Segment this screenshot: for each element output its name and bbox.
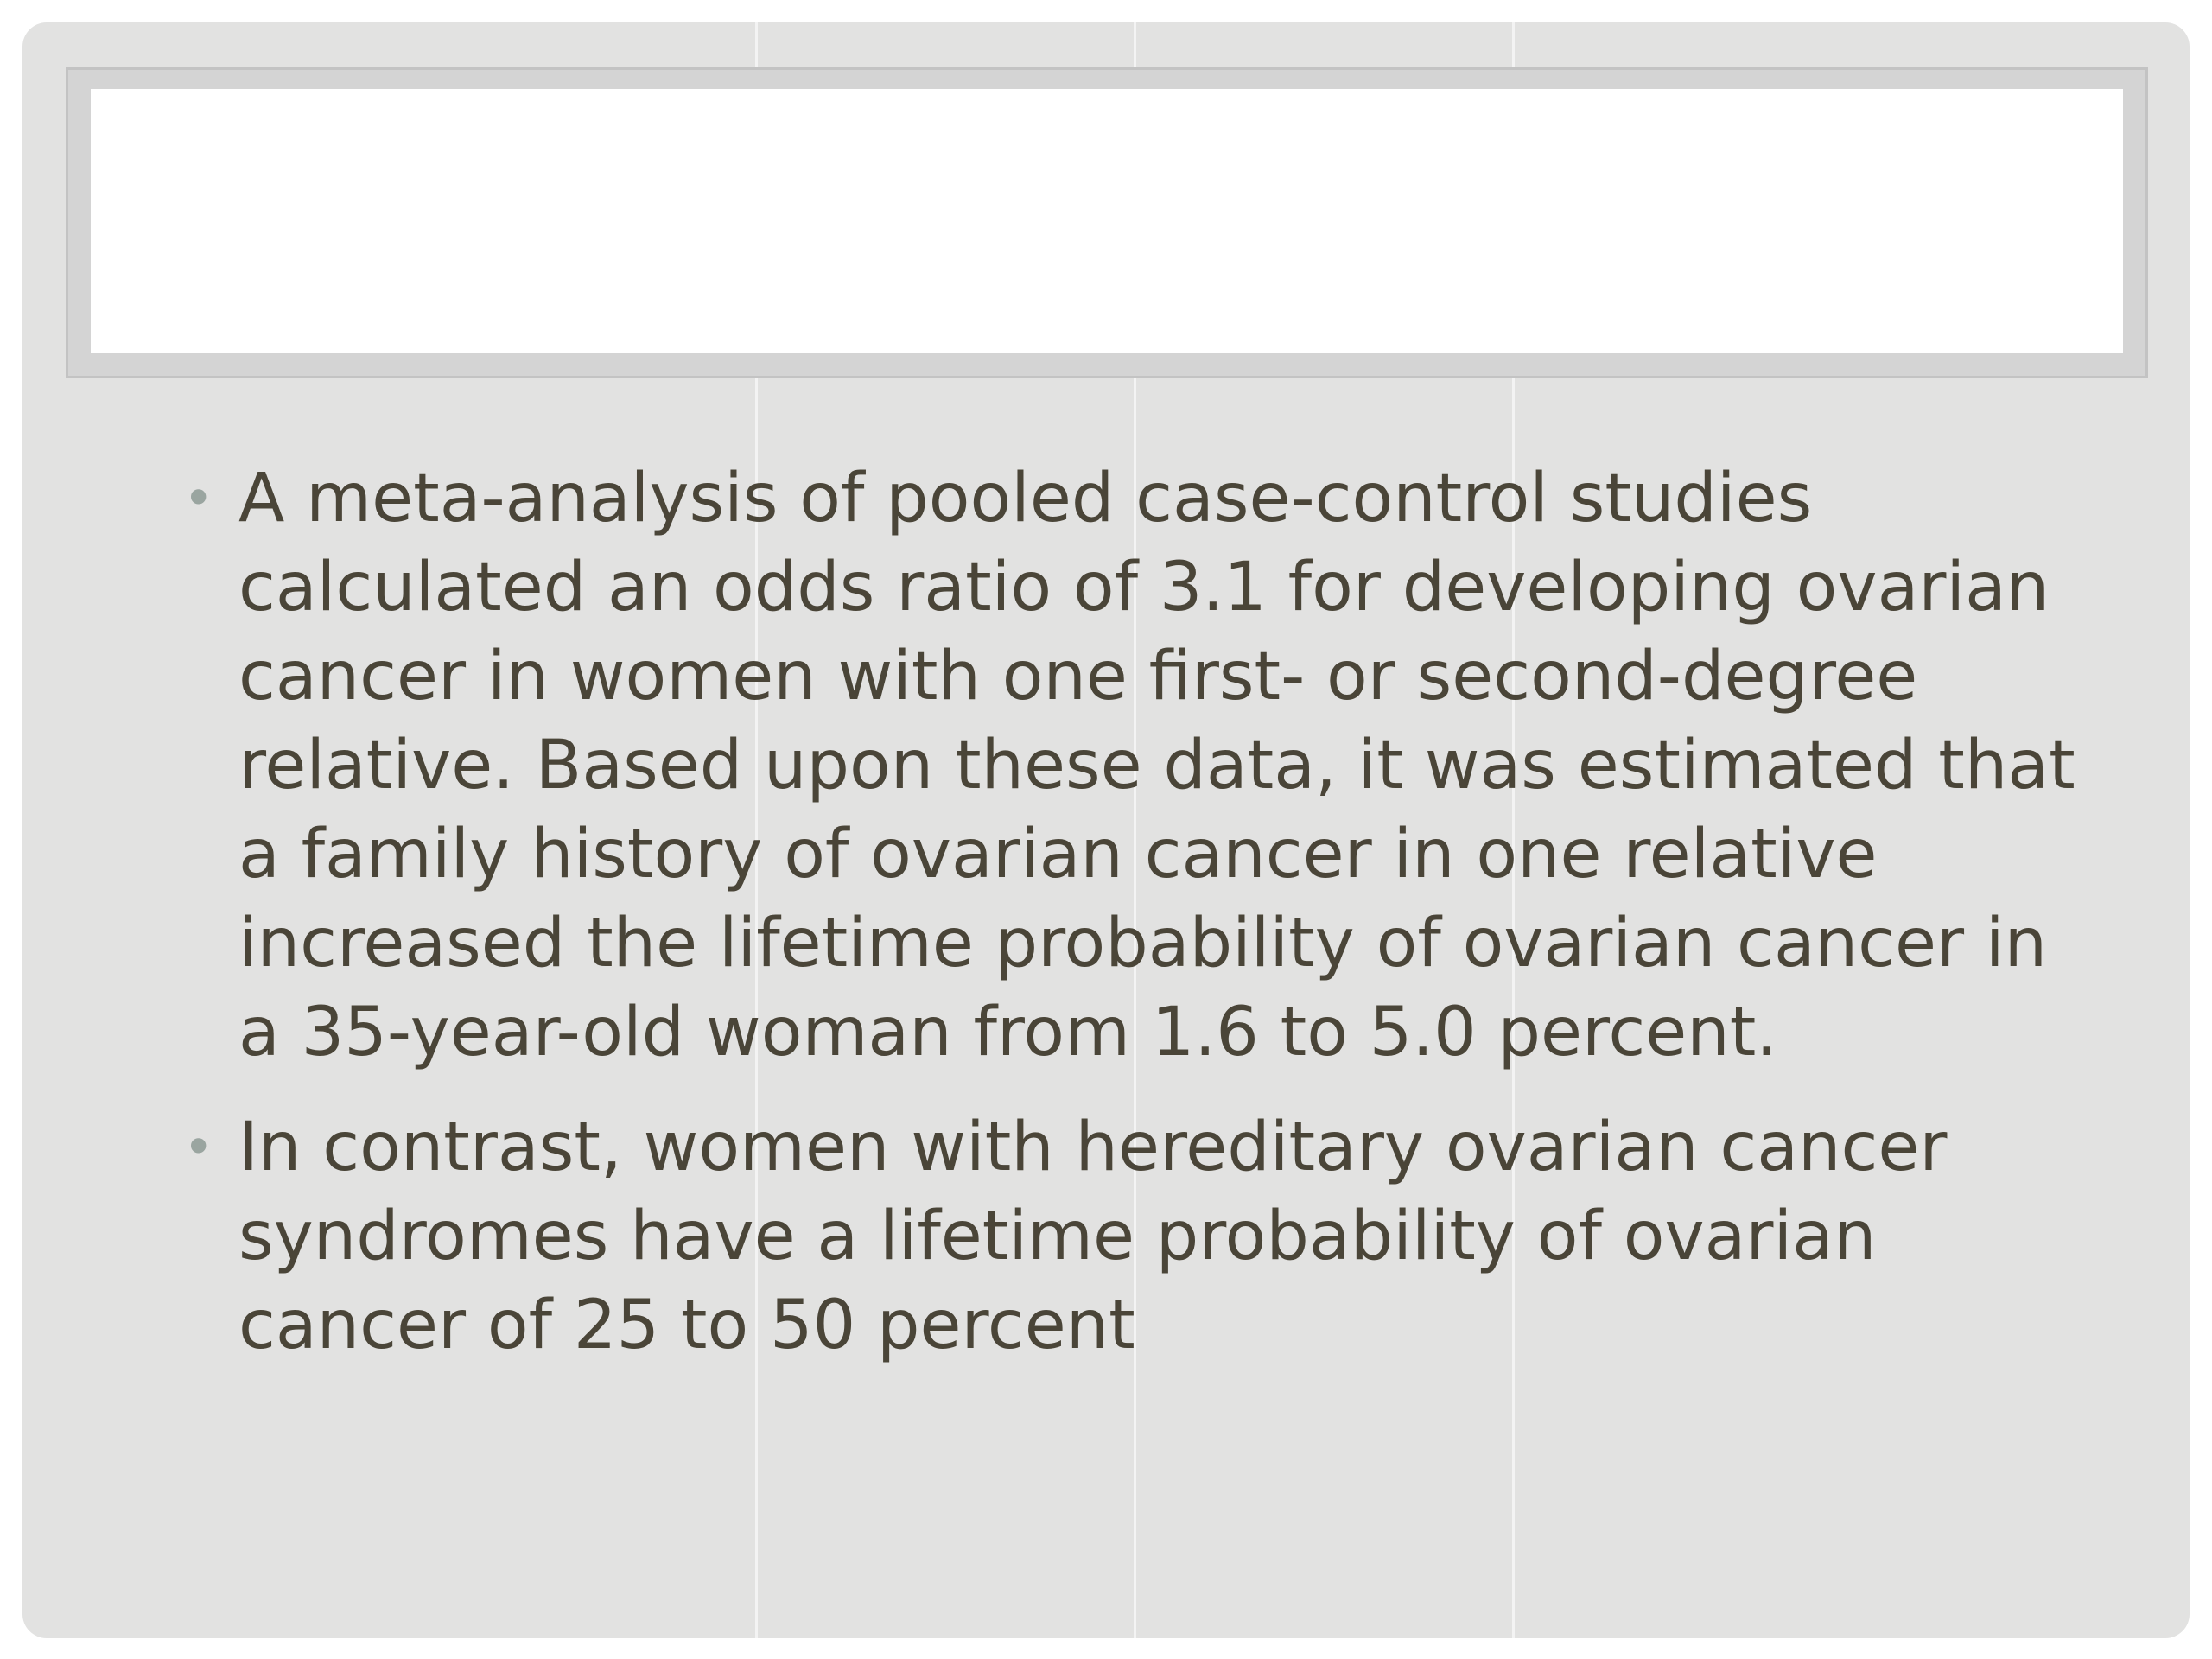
title-placeholder-frame: [66, 67, 2148, 378]
bullet-dot-icon: •: [183, 1117, 214, 1178]
bullet-text: A meta-analysis of pooled case-control studies calculated an odds ratio of 3.1 for developing ovarian cancer in women with one first- or second-degree relative. Based upon these data, it was estimated that a family history of ovarian cancer in one relative increased the lifetime probability of ovarian cancer in a 35-year-old woman from 1.6 to 5.0 percent.: [238, 460, 2075, 1071]
bullet-item: [159, 454, 2094, 1077]
title-placeholder[interactable]: [91, 89, 2123, 353]
bullet-text: In contrast, women with hereditary ovarian cancer syndromes have a lifetime probability of ovarian cancer of 25 to 50 percent: [238, 1109, 1948, 1364]
bullet-dot-icon: •: [183, 468, 214, 529]
slide: [22, 22, 2190, 1638]
content-body[interactable]: [159, 454, 2094, 1396]
bullet-item: [159, 1103, 2094, 1370]
